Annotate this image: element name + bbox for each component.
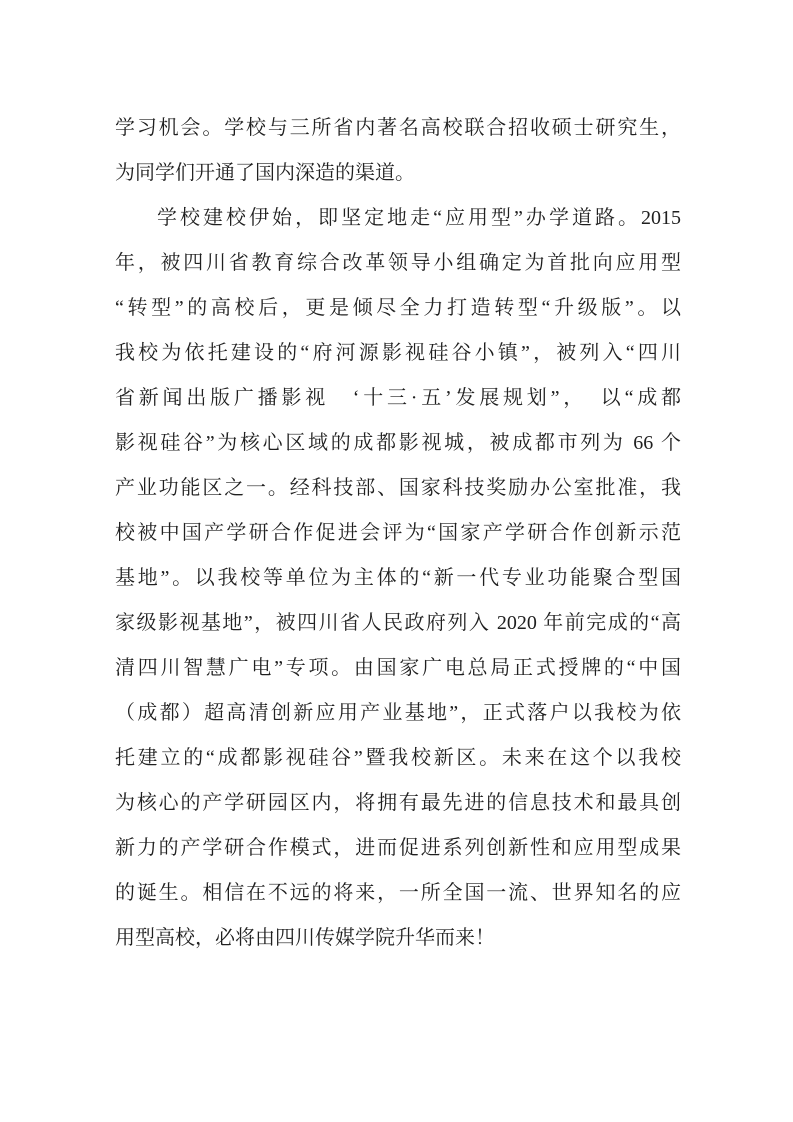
text-line: 学习机会。学校与三所省内著名高校联合招收硕士研究生， xyxy=(115,117,681,139)
text-line: 新力的产学研合作模式，进而促进系列创新性和应用型成果 xyxy=(115,837,681,859)
document-body xyxy=(115,106,681,961)
paragraph xyxy=(115,196,681,961)
text-line: 清四川智慧广电”专项。由国家广电总局正式授牌的“中国 xyxy=(115,657,681,679)
text-line: 托建立的“成都影视硅谷”暨我校新区。未来在这个以我校 xyxy=(115,747,681,769)
text-line: 为同学们开通了国内深造的渠道。 xyxy=(115,162,415,184)
text-line: 影视硅谷”为核心区域的成都影视城，被成都市列为 66 个 xyxy=(115,432,681,454)
text-line: “转型”的高校后，更是倾尽全力打造转型“升级版”。以 xyxy=(115,297,681,319)
text-line: 的诞生。相信在不远的将来，一所全国一流、世界知名的应 xyxy=(115,882,681,904)
text-line: 基地”。以我校等单位为主体的“新一代专业功能聚合型国 xyxy=(115,567,681,589)
text-line: 用型高校，必将由四川传媒学院升华而来！ xyxy=(115,927,495,949)
text-line: 年，被四川省教育综合改革领导小组确定为首批向应用型 xyxy=(115,252,681,274)
text-line: 省新闻出版广播影视 ‘十三·五’发展规划”， 以“成都 xyxy=(115,387,681,409)
paragraph xyxy=(115,106,681,196)
text-line: 我校为依托建设的“府河源影视硅谷小镇”，被列入“四川 xyxy=(115,342,681,364)
text-line: 学校建校伊始，即坚定地走“应用型”办学道路。2015 xyxy=(157,207,681,229)
text-line: 为核心的产学研园区内，将拥有最先进的信息技术和最具创 xyxy=(115,792,681,814)
text-line: 家级影视基地”，被四川省人民政府列入 2020 年前完成的“高 xyxy=(115,612,681,634)
text-line: 校被中国产学研合作促进会评为“国家产学研合作创新示范 xyxy=(115,522,681,544)
text-line: 产业功能区之一。经科技部、国家科技奖励办公室批准，我 xyxy=(115,477,681,499)
text-line: （成都）超高清创新应用产业基地”，正式落户以我校为依 xyxy=(115,702,681,724)
